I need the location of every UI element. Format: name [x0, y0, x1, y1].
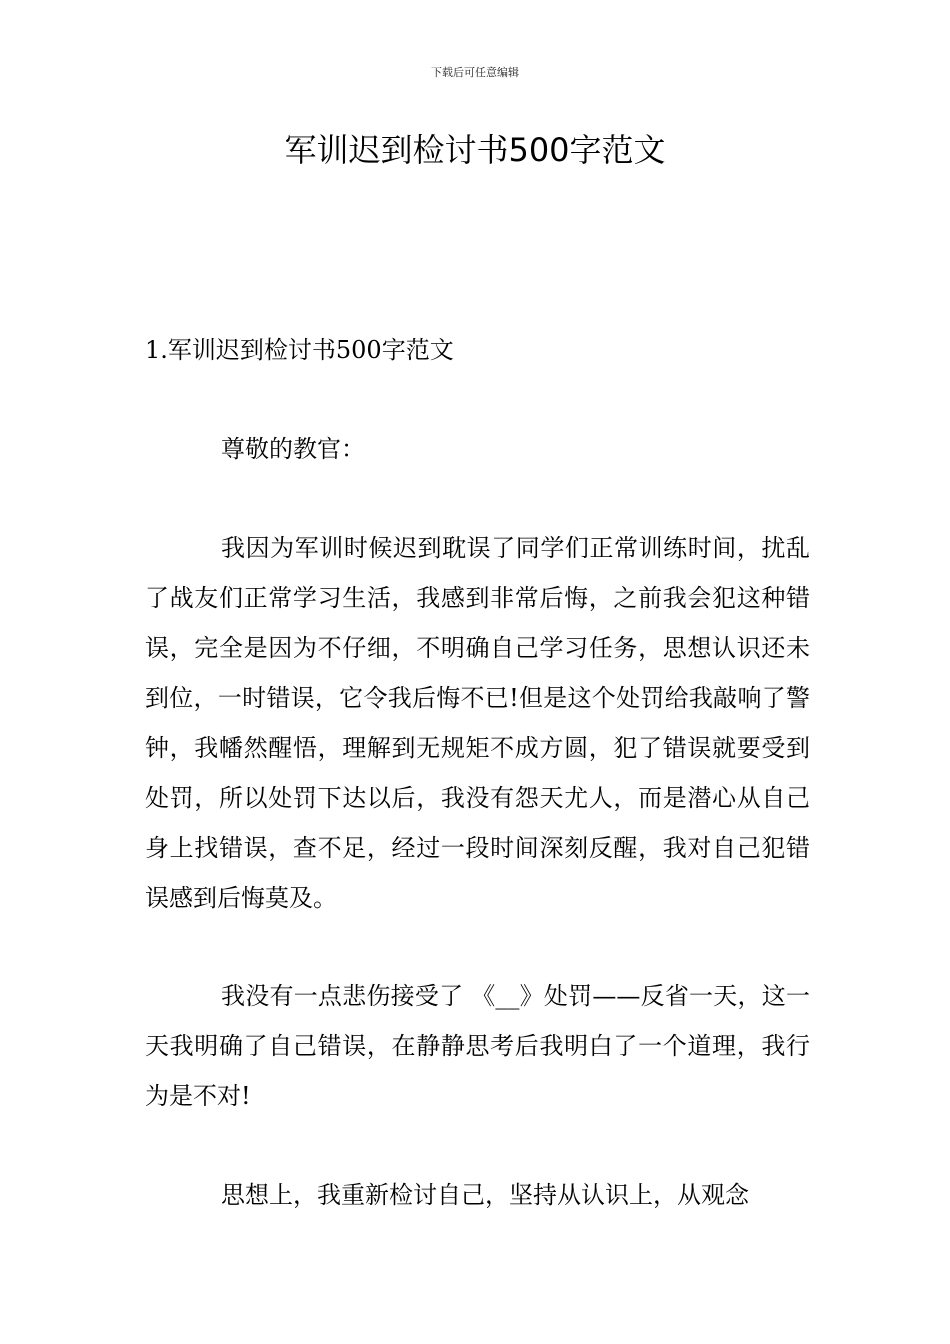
- document-title: 军训迟到检讨书500字范文: [284, 131, 666, 169]
- body-paragraph-2: 我没有一点悲伤接受了 《__》处罚——反省一天，这一天我明确了自己错误，在静静思考后我明白了一个道理，我行为是不对!: [145, 982, 810, 1110]
- page-header-note: 下载后可任意编辑: [431, 66, 519, 79]
- salutation: 尊敬的教官：: [221, 435, 365, 463]
- body-paragraph-3: 思想上，我重新检讨自己，坚持从认识上，从观念: [221, 1181, 749, 1209]
- section-heading: 1.军训迟到检讨书500字范文: [145, 336, 454, 364]
- body-paragraph-1: 我因为军训时候迟到耽误了同学们正常训练时间，扰乱了战友们正常学习生活，我感到非常后悔，之前我会犯这种错误，完全是因为不仔细，不明确自己学习任务，思想认识还未到位，一时错误，它令我后悔不已!但是这个处罚给我敲响了警钟，我幡然醒悟，理解到无规矩不成方圆，犯了错误就要受到处罚，所以处罚下达以后，我没有怨天尤人，而是潜心从自己身上找错误，查不足，经过一段时间深刻反醒，我对自己犯错误感到后悔莫及。: [145, 534, 810, 912]
